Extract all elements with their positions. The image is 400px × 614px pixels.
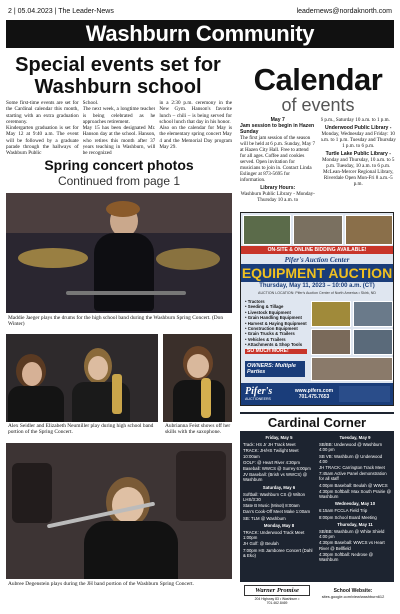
event-headline: Jam session to begin in Hazen Sunday — [240, 123, 315, 135]
auction-item: • Grain Trucks & Trailers — [245, 331, 295, 337]
school-website-label: School Website: — [333, 588, 373, 594]
photo-caption-4: Aubree Degenstein plays during the JH band portion of the Washburn Spring Concert. — [8, 581, 194, 587]
pifers-logo: Pifer's — [245, 386, 273, 397]
schedule-day-heading: Wednesday, May 10 — [334, 501, 376, 507]
schedule-day-heading: Tuesday, May 9 — [339, 435, 371, 440]
sponsor-logo: Warner Promise — [244, 585, 310, 596]
schedule-entry: 8:00pm School Board Meeting — [319, 514, 377, 520]
auction-item: • Vehicles & Trailers — [245, 336, 286, 342]
page-info: 2 | 05.04.2023 | The Leader-News — [8, 7, 114, 15]
story-headline: Special events set for Washburn school — [15, 54, 221, 98]
library-hours-text: Washburn Public Library - Monday-Thursday 10 a.m. to — [240, 191, 315, 203]
auction-phone[interactable]: 701.475.7653 — [298, 394, 330, 400]
section-banner: Washburn Community — [6, 20, 394, 48]
underwood-library-heading: Underwood Public Library - — [324, 125, 392, 131]
schedule-entry: SB/BB: Washburn @ White Shield 4:00 pm — [319, 529, 385, 540]
event-body: The first jam session of the season will be held at 6 p.m. Sunday, May 7 at Hazen City Hall. Free to attend for all ages. Coffee and cookies served. Open invitation for musicians to join in. Contact Linda Eslinger at 873-5695 for information. — [240, 135, 316, 183]
pifers-logo-sub: AUCTIONEERS — [245, 397, 271, 401]
tractor-photo — [243, 215, 291, 245]
schedule-entry: GOLF: @ Heart River 4:30pm — [243, 459, 300, 465]
schedule-entry: 7:45am Active Panel demonstration for all staff — [319, 471, 387, 482]
auction-item: • Construction Equipment — [245, 326, 298, 332]
event-date: May 7 — [270, 117, 285, 123]
schedule-entry: Dan's Cook-Off Meet Make 1:00am — [243, 509, 311, 515]
bidding-strip: ON-SITE & ONLINE BIDDING AVAILABLE! — [241, 246, 393, 254]
flute-player-photo — [6, 443, 232, 579]
schedule-entry: TRACK: Underwood Track Meet 1:00pm — [243, 530, 305, 541]
schedule-entry: TRACK: JH/HS Twilight Meet 10:00am — [243, 448, 299, 459]
calendar-column-2 — [321, 117, 397, 207]
saxophone-photo — [163, 334, 232, 422]
photo-caption-1: Maddie Jaeger plays the drums for the high school band during the Washburn Spring Concert. (Don Winter) — [8, 315, 224, 328]
schedule-column-right — [319, 433, 391, 581]
story-body — [6, 100, 232, 156]
schedule-column-left — [243, 433, 315, 581]
schedule-entry: 4:00pm Baseball: Beulah @ WWCS — [319, 482, 388, 488]
school-website-url[interactable]: sites.google.com/view/washburn612 — [321, 594, 385, 599]
pickup-photo — [353, 329, 393, 355]
story-column-1: Some first-time events are set for the Cardinal calendar this month, starting with an extra graduation ceremony. Kindergarten graduation is set for May 12 at 9:40 a.m. The event will be followed by a graduate parade through the hallways of Washburn Public — [6, 100, 79, 156]
schedule-entry: 4:30pm Softball: Max South Prairie @ Washburn — [319, 488, 391, 500]
auction-item: • Harvest & Haying Equipment — [245, 320, 307, 326]
schedule-entry: Softball: Washburn CS @ Wilton LHS/3:30 — [243, 491, 305, 503]
page-header-line — [8, 4, 392, 18]
drummer-photo — [6, 193, 232, 313]
schedule-entry: Track: HS Jr JH Track Meet — [243, 442, 296, 448]
truck-photo — [293, 215, 343, 245]
band-players-photo — [6, 334, 158, 422]
equipment-photo — [345, 215, 393, 245]
auction-website[interactable]: www.pifers.com — [294, 388, 334, 394]
calendar-listings — [240, 117, 396, 207]
cardinal-corner — [240, 412, 394, 610]
cardinal-corner-title: Cardinal Corner — [240, 414, 394, 431]
library-hours-cont: 6 p.m., Saturday 10 a.m. to 1 p.m. — [320, 117, 390, 123]
schedule-entry: JH Golf: @ Beulah — [243, 541, 279, 547]
cardinal-footer — [240, 582, 394, 610]
schedule-day-heading: Friday, May 5 — [265, 435, 293, 440]
schedule-entry: SB VB: Washburn @ Underwood 4:00 — [319, 453, 383, 464]
cardinal-schedule — [243, 433, 391, 581]
schedule-entry: JH TRACK: Carrington Track Meet — [319, 465, 385, 471]
schedule-day-heading: Thursday, May 11 — [337, 521, 373, 527]
calendar-title: Calendar — [253, 62, 383, 97]
auction-items — [245, 299, 307, 354]
schedule-day-heading: Monday, May 8 — [263, 522, 295, 528]
loader-photo — [353, 301, 393, 327]
story-column-2: School. The next week, a longtime teacher is being celebrated as he approaches retirement. May 15 has been designated Mr. Hanson day at the school. Hanson, who retires this month after 37 years teaching in Washburn, will be recognized — [82, 100, 156, 156]
turtle-lake-library-hours: Monday and Thursday, 10 a.m. to 5 p.m. Tuesday, 10 a.m. to 6 p.m. McLean-Mercer Regional Library, Riverdale Open Mon-Fri 8 a.m.-5 p.m. — [322, 157, 395, 187]
auction-item: • Seeding & Tillage — [245, 304, 284, 310]
concert-subhead: Continued from page 1 — [57, 174, 181, 188]
auction-event-title: EQUIPMENT AUCTION — [241, 265, 393, 281]
concert-headline: Spring concert photos — [44, 157, 194, 173]
photo-caption-3: Aubrianna Feist shows off her skills with the saxophone. — [165, 423, 231, 436]
calendar-subtitle: of events — [281, 95, 355, 115]
auction-item: • Grain Handling Equipment — [245, 315, 302, 321]
schedule-entry: SB: TLM @ Washburn — [243, 515, 286, 521]
schedule-entry: JV Baseball: (Brish vs WWCS) @ Washburn — [243, 472, 308, 483]
auction-advertisement[interactable] — [240, 212, 394, 406]
combine-photo — [311, 301, 351, 327]
sprayer-photo — [311, 357, 393, 381]
schedule-entry: 4:30pm Softball: Nedrose @ Washburn — [319, 551, 374, 563]
turtle-lake-library-heading: Turtle Lake Public Library - — [325, 151, 391, 157]
schedule-entry: State B Music (Minot) 8:00am — [243, 503, 300, 509]
schedule-entry: Baseball: WWCS @ Surrey 6:00pm — [243, 466, 311, 472]
trailer-photo — [311, 329, 351, 355]
auction-date: Thursday, May 11, 2023 – 10:00 a.m. (CT) — [259, 283, 375, 289]
schedule-entry: 4:30pm Baseball: WWCS vs Heart River @ Bellfield — [319, 540, 385, 551]
schedule-entry: SB/BB: Underwood @ Washburn 4:00 pm — [319, 442, 383, 453]
auction-item: • Attachments & Shop Tools — [245, 342, 303, 348]
calendar-column-1 — [240, 117, 316, 207]
auction-item: • Tractors — [245, 299, 265, 304]
sponsor-address: 204 Highway 83 • Washburn • 701.462.8469 — [254, 597, 300, 605]
schedule-day-heading: Saturday, May 6 — [262, 484, 296, 490]
library-hours-heading: Library Hours: — [260, 185, 296, 191]
photo-caption-2: Alex Seidler and Elizabeth Neumiller play during high school band portion of the Spring Concert. — [8, 423, 154, 436]
schedule-entry: 7:00pm HS Jamboree Concert (Dahl & Eko) — [243, 547, 313, 558]
contact-email[interactable]: leadernews@nordaknorth.com — [296, 7, 392, 15]
story-column-3: in a 2:30 p.m. ceremony in the New Gym. Hanson's favorite lunch – chili – is being served for school lunch that day in his honor. Also on the calendar for May is the elementary spring concert May 4 and the Memorial Day program May 29. — [159, 100, 232, 151]
auction-footer — [241, 383, 393, 405]
schedule-entry: 6:15am FCCLA Field Trip — [319, 508, 368, 514]
auction-location: AUCTION LOCATION: Pifer's Auction Center of North America • Skirk, ND — [258, 291, 376, 295]
auction-company: Pifer's Auction Center — [284, 256, 350, 264]
auction-owners: OWNERS: Multiple Parties — [245, 361, 305, 377]
underwood-library-hours: Monday, Wednesday and Friday: 10 a.m. to 1 p.m. Tuesday and Thursday 1 p.m. to 6 p.m. — [320, 131, 396, 149]
auction-item: • Livestock Equipment — [245, 309, 291, 315]
auction-item-more: SO MUCH MORE! — [245, 349, 307, 354]
